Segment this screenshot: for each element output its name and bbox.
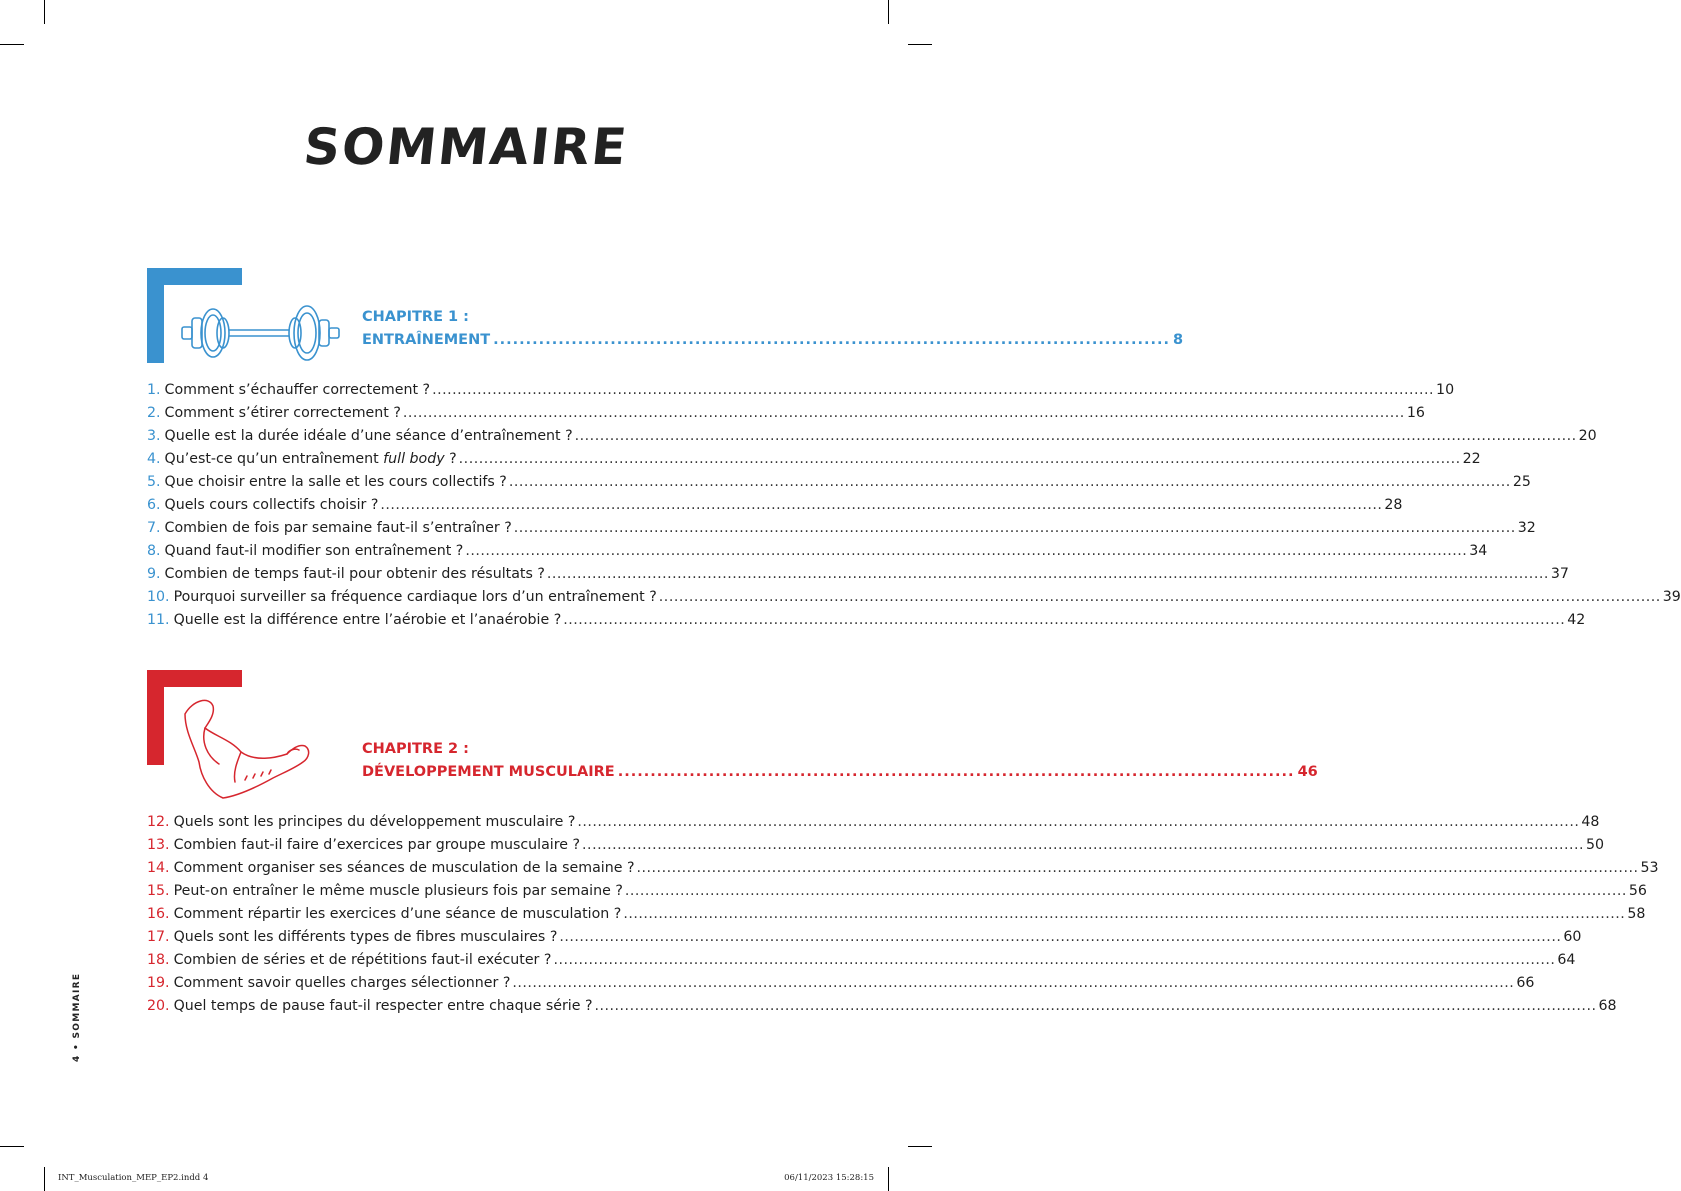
toc-entry-page: 66 bbox=[1516, 975, 1535, 991]
leader-dots: ........................................................................................................................................................................................................ bbox=[563, 612, 1566, 628]
toc-entry-title: Comment s’étirer correctement ? bbox=[164, 405, 401, 421]
toc-entry[interactable] bbox=[147, 972, 1535, 995]
toc-entry-title: Comment répartir les exercices d’une séance de musculation ? bbox=[173, 906, 622, 922]
dumbbell-icon bbox=[177, 298, 347, 368]
toc-entry-page: 25 bbox=[1512, 474, 1531, 490]
toc-entry-number: 7. bbox=[147, 520, 161, 536]
toc-entry-title: Combien de séries et de répétitions faut-il exécuter ? bbox=[173, 952, 552, 968]
toc-entry-number: 19. bbox=[147, 975, 170, 991]
toc-entry-page: 22 bbox=[1462, 451, 1481, 467]
toc-entry-number: 15. bbox=[147, 883, 170, 899]
toc-entry[interactable] bbox=[147, 402, 1425, 425]
toc-entry[interactable] bbox=[147, 494, 1403, 517]
chapter-1-corner-bar bbox=[147, 268, 164, 363]
toc-entry-number: 8. bbox=[147, 543, 161, 559]
leader-dots: ........................................................................................................................................................................................................ bbox=[636, 860, 1639, 876]
toc-entry-title: Quels sont les différents types de fibres musculaires ? bbox=[173, 929, 558, 945]
toc-entry-page: 53 bbox=[1640, 860, 1659, 876]
toc-entry-page: 58 bbox=[1627, 906, 1646, 922]
crop-mark bbox=[888, 1167, 889, 1191]
crop-mark bbox=[0, 1146, 24, 1147]
chapter-2-label: CHAPITRE 2 : bbox=[362, 741, 469, 757]
toc-entry[interactable] bbox=[147, 811, 1600, 834]
chapter-2-toc bbox=[147, 811, 1659, 1018]
leader-dots: ........................................................................................................................................................................................................ bbox=[402, 405, 1405, 421]
toc-entry[interactable] bbox=[147, 379, 1455, 402]
toc-entry[interactable] bbox=[147, 471, 1531, 494]
toc-entry-title: Comment s’échauffer correctement ? bbox=[164, 382, 431, 398]
toc-entry-page: 32 bbox=[1517, 520, 1536, 536]
toc-entry-title: Quels cours collectifs choisir ? bbox=[164, 497, 379, 513]
toc-entry-page: 16 bbox=[1406, 405, 1425, 421]
toc-entry[interactable] bbox=[147, 857, 1659, 880]
toc-entry[interactable] bbox=[147, 995, 1617, 1018]
toc-entry-title: Combien de fois par semaine faut-il s’entraîner ? bbox=[164, 520, 512, 536]
crop-mark bbox=[0, 44, 24, 45]
toc-entry[interactable] bbox=[147, 926, 1582, 949]
footer-file-name: INT_Musculation_MEP_EP2.indd 4 bbox=[58, 1173, 209, 1183]
flexed-arm-icon bbox=[175, 692, 320, 807]
toc-entry-number: 11. bbox=[147, 612, 170, 628]
toc-entry-title-part: ? bbox=[444, 451, 457, 467]
toc-entry-title: Quelle est la différence entre l’aérobie et l’anaérobie ? bbox=[173, 612, 562, 628]
toc-entry-number: 18. bbox=[147, 952, 170, 968]
leader-dots: ........................................................................................................................................................................................................ bbox=[624, 883, 1627, 899]
toc-entry-page: 50 bbox=[1586, 837, 1605, 853]
chapter-2-page: 46 bbox=[1297, 764, 1318, 780]
leader-dots: ........................................................................................................................................................................................................ bbox=[574, 428, 1577, 444]
toc-entry-page: 10 bbox=[1436, 382, 1455, 398]
leader-dots: ........................................................................................................................................................................................................ bbox=[577, 814, 1580, 830]
chapter-1-toc bbox=[147, 379, 1681, 632]
toc-entry-page: 39 bbox=[1662, 589, 1681, 605]
toc-entry-page: 56 bbox=[1628, 883, 1647, 899]
toc-entry[interactable] bbox=[147, 448, 1481, 471]
chapter-1-page: 8 bbox=[1173, 332, 1184, 348]
toc-entry-number: 17. bbox=[147, 929, 170, 945]
leader-dots: ........................................................................................................................................................................................................ bbox=[553, 952, 1556, 968]
toc-entry[interactable] bbox=[147, 517, 1536, 540]
toc-entry-number: 5. bbox=[147, 474, 161, 490]
toc-entry-page: 60 bbox=[1563, 929, 1582, 945]
leader-dots: ........................................................................................................ bbox=[493, 332, 1170, 348]
toc-entry-page: 34 bbox=[1469, 543, 1488, 559]
toc-entry[interactable] bbox=[147, 586, 1681, 609]
toc-entry-title: Quand faut-il modifier son entraînement ? bbox=[164, 543, 464, 559]
toc-entry-number: 2. bbox=[147, 405, 161, 421]
toc-entry-page: 37 bbox=[1550, 566, 1569, 582]
toc-entry-title: Comment savoir quelles charges sélectionner ? bbox=[173, 975, 511, 991]
leader-dots: ........................................................................................................................................................................................................ bbox=[594, 998, 1597, 1014]
leader-dots: ........................................................................................................................................................................................................ bbox=[582, 837, 1585, 853]
toc-entry-title bbox=[165, 448, 457, 471]
toc-entry-number: 6. bbox=[147, 497, 161, 513]
crop-mark bbox=[908, 1146, 932, 1147]
leader-dots: ........................................................................................................................................................................................................ bbox=[559, 929, 1562, 945]
toc-entry-number: 10. bbox=[147, 589, 170, 605]
toc-entry-number: 3. bbox=[147, 428, 161, 444]
leader-dots: ........................................................................................................................................................................................................ bbox=[546, 566, 1549, 582]
side-page-label: 4 • SOMMAIRE bbox=[72, 972, 82, 1062]
toc-entry[interactable] bbox=[147, 609, 1586, 632]
toc-entry-number: 4. bbox=[147, 451, 161, 467]
chapter-2-title: DÉVELOPPEMENT MUSCULAIRE bbox=[362, 764, 615, 780]
leader-dots: ........................................................................................................................................................................................................ bbox=[432, 382, 1435, 398]
toc-entry-title: Quel temps de pause faut-il respecter entre chaque série ? bbox=[173, 998, 593, 1014]
leader-dots: ........................................................................................................................................................................................................ bbox=[465, 543, 1468, 559]
toc-entry-title-emphasis: full body bbox=[383, 451, 445, 467]
chapter-1-label: CHAPITRE 1 : bbox=[362, 309, 469, 325]
toc-entry-page: 64 bbox=[1557, 952, 1576, 968]
toc-entry-page: 48 bbox=[1581, 814, 1600, 830]
toc-entry-title: Combien de temps faut-il pour obtenir des résultats ? bbox=[164, 566, 545, 582]
toc-entry-number: 9. bbox=[147, 566, 161, 582]
chapter-2-header bbox=[147, 670, 1318, 790]
leader-dots: ........................................................................................................................................................................................................ bbox=[458, 451, 1461, 467]
chapter-1-header bbox=[147, 268, 1184, 368]
toc-entry-number: 14. bbox=[147, 860, 170, 876]
toc-entry-title: Quelle est la durée idéale d’une séance d’entraînement ? bbox=[164, 428, 573, 444]
toc-entry-number: 1. bbox=[147, 382, 161, 398]
toc-entry[interactable] bbox=[147, 903, 1646, 926]
crop-mark bbox=[908, 44, 932, 45]
toc-entry-page: 68 bbox=[1598, 998, 1617, 1014]
leader-dots: ........................................................................................................................................................................................................ bbox=[508, 474, 1511, 490]
toc-entry-title: Quels sont les principes du développement musculaire ? bbox=[173, 814, 576, 830]
leader-dots: ........................................................................................................................................................................................................ bbox=[658, 589, 1661, 605]
toc-entry-title: Que choisir entre la salle et les cours collectifs ? bbox=[164, 474, 507, 490]
chapter-2-corner-bar bbox=[147, 670, 164, 765]
toc-entry-number: 20. bbox=[147, 998, 170, 1014]
leader-dots: ........................................................................................................................................................................................................ bbox=[513, 520, 1516, 536]
toc-entry-title: Peut-on entraîner le même muscle plusieurs fois par semaine ? bbox=[173, 883, 623, 899]
toc-entry-number: 13. bbox=[147, 837, 170, 853]
leader-dots: ........................................................................................................................................................................................................ bbox=[512, 975, 1515, 991]
crop-mark bbox=[44, 0, 45, 24]
chapter-1-title: ENTRAÎNEMENT bbox=[362, 332, 491, 348]
toc-entry[interactable] bbox=[147, 540, 1488, 563]
toc-entry[interactable] bbox=[147, 834, 1605, 857]
crop-mark bbox=[44, 1167, 45, 1191]
toc-entry[interactable] bbox=[147, 425, 1597, 448]
toc-entry-number: 12. bbox=[147, 814, 170, 830]
footer-timestamp: 06/11/2023 15:28:15 bbox=[784, 1173, 874, 1183]
page-title: SOMMAIRE bbox=[300, 118, 632, 176]
toc-entry[interactable] bbox=[147, 563, 1569, 586]
toc-entry-title-part: Qu’est-ce qu’un entraînement bbox=[164, 451, 384, 467]
toc-entry-number: 16. bbox=[147, 906, 170, 922]
leader-dots: ........................................................................................................................................................................................................ bbox=[623, 906, 1626, 922]
toc-entry-page: 42 bbox=[1567, 612, 1586, 628]
toc-entry-title: Comment organiser ses séances de musculation de la semaine ? bbox=[173, 860, 635, 876]
toc-entry-page: 28 bbox=[1384, 497, 1403, 513]
leader-dots: ........................................................................................................ bbox=[617, 764, 1295, 780]
toc-entry-title: Pourquoi surveiller sa fréquence cardiaque lors d’un entraînement ? bbox=[173, 589, 657, 605]
leader-dots: ........................................................................................................................................................................................................ bbox=[380, 497, 1383, 513]
toc-entry[interactable] bbox=[147, 880, 1647, 903]
toc-entry-title: Combien faut-il faire d’exercices par groupe musculaire ? bbox=[173, 837, 581, 853]
crop-mark bbox=[888, 0, 889, 24]
toc-entry-page: 20 bbox=[1578, 428, 1597, 444]
toc-entry[interactable] bbox=[147, 949, 1576, 972]
